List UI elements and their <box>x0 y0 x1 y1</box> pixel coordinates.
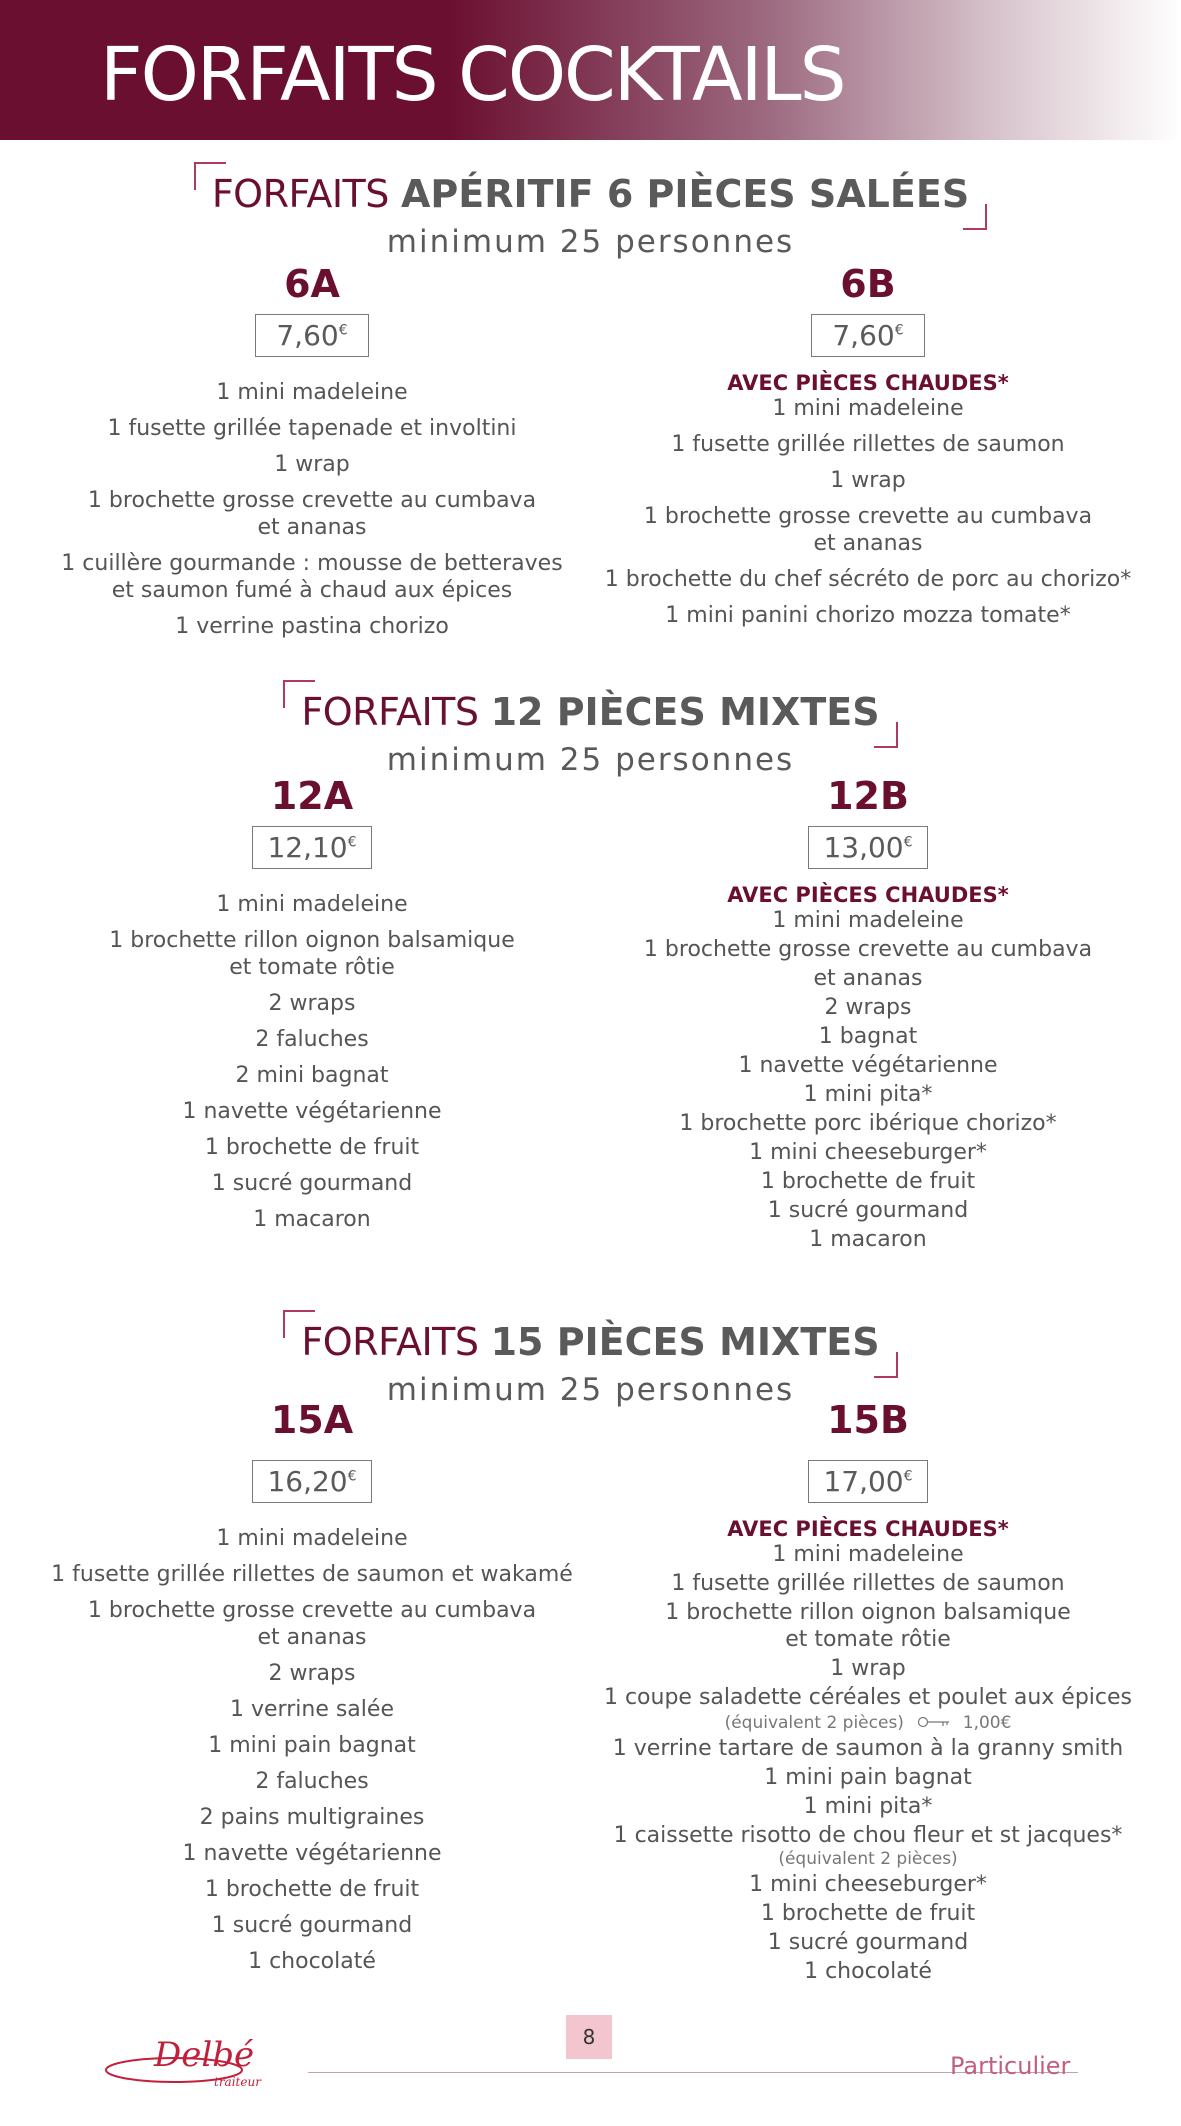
section-subtitle: minimum 25 personnes <box>386 742 795 778</box>
item-list <box>32 1525 592 1975</box>
price-box <box>808 826 927 869</box>
equivalence-note: (équivalent 2 pièces) <box>778 1849 958 1869</box>
currency: € <box>894 322 904 339</box>
currency: € <box>347 1468 357 1485</box>
section-12-header <box>0 686 1181 778</box>
item-list <box>588 907 1148 1253</box>
section-subtitle: minimum 25 personnes <box>386 224 795 260</box>
section-aperitif-header <box>0 168 1181 260</box>
list-item: 2 wraps <box>824 995 912 1020</box>
list-item: 1 fusette grillée rillettes de saumon <box>671 1571 1065 1596</box>
list-item: et ananas <box>257 1625 367 1650</box>
item-list <box>588 395 1148 629</box>
list-item: 1 brochette porc ibérique chorizo* <box>679 1111 1057 1136</box>
bracket-decoration <box>963 204 987 230</box>
list-item: 1 chocolaté <box>804 1959 932 1984</box>
list-item: 1 coupe saladette céréales et poulet aux épices <box>603 1685 1133 1710</box>
list-item: 1 mini pita* <box>803 1082 933 1107</box>
list-item: 1 brochette de fruit <box>760 1169 976 1194</box>
section-subtitle: minimum 25 personnes <box>386 1372 795 1408</box>
list-item: 1 brochette de fruit <box>760 1901 976 1926</box>
price-value: 7,60 <box>276 319 339 352</box>
list-item: 1 brochette grosse crevette au cumbava <box>87 1598 537 1623</box>
list-item: 2 faluches <box>255 1769 369 1794</box>
page-number: 8 <box>566 2015 612 2059</box>
list-item: 1 fusette grillée rillettes de saumon <box>671 432 1065 457</box>
section-title <box>194 168 987 220</box>
list-item: 1 brochette grosse crevette au cumbava <box>87 488 537 513</box>
list-item: 2 faluches <box>255 1027 369 1052</box>
bracket-decoration <box>874 722 898 748</box>
list-item: 1 sucré gourmand <box>211 1913 413 1938</box>
list-item: 1 fusette grillée rillettes de saumon et wakamé <box>51 1562 573 1587</box>
price-box <box>811 314 925 357</box>
list-item: 1 chocolaté <box>248 1949 376 1974</box>
price-box <box>252 826 371 869</box>
list-item: 1 verrine pastina chorizo <box>175 614 449 639</box>
price-value: 7,60 <box>832 319 895 352</box>
list-item: et tomate rôtie <box>229 955 395 980</box>
item-list <box>32 891 592 1233</box>
item-list <box>32 379 592 640</box>
package-code: 6A <box>284 262 340 306</box>
price-value: 12,10 <box>267 831 348 864</box>
logo-subtext: traiteur <box>214 2075 261 2089</box>
list-item: 1 mini panini chorizo mozza tomate* <box>665 603 1071 628</box>
hot-pieces-label: AVEC PIÈCES CHAUDES* <box>727 371 1009 395</box>
list-item: 1 sucré gourmand <box>767 1930 969 1955</box>
package-6a <box>32 262 592 649</box>
list-item: 2 wraps <box>268 1661 356 1686</box>
list-item: 1 brochette de fruit <box>204 1877 420 1902</box>
package-12a <box>32 774 592 1242</box>
list-item: 1 brochette grosse crevette au cumbava <box>643 937 1093 962</box>
list-item: et ananas <box>813 531 923 556</box>
list-item: 2 pains multigraines <box>199 1805 425 1830</box>
hot-pieces-label: AVEC PIÈCES CHAUDES* <box>727 1517 1009 1541</box>
header-banner <box>0 0 1181 140</box>
list-item: 1 verrine salée <box>230 1697 394 1722</box>
list-item: et tomate rôtie <box>785 1627 951 1652</box>
section-title <box>283 686 897 738</box>
list-item: 1 mini madeleine <box>216 1526 408 1551</box>
list-item: 1 fusette grillée tapenade et involtini <box>107 416 517 441</box>
list-item: 2 mini bagnat <box>235 1063 389 1088</box>
list-item: 1 mini cheeseburger* <box>749 1140 987 1165</box>
hot-pieces-label: AVEC PIÈCES CHAUDES* <box>727 883 1009 907</box>
list-item: et ananas <box>813 966 923 991</box>
list-item: 1 mini madeleine <box>772 1542 964 1567</box>
bracket-decoration <box>874 1352 898 1378</box>
section-title-bold: 12 PIÈCES MIXTES <box>490 690 880 734</box>
package-code: 6B <box>840 262 896 306</box>
key-icon <box>917 1713 951 1733</box>
package-code: 15B <box>827 1398 909 1442</box>
list-item: 1 sucré gourmand <box>211 1171 413 1196</box>
list-item: 1 mini pain bagnat <box>764 1765 972 1790</box>
currency: € <box>347 834 357 851</box>
list-item: 1 brochette rillon oignon balsamique <box>109 928 515 953</box>
section-title-bold: APÉRITIF 6 PIÈCES SALÉES <box>400 172 970 216</box>
section-title-light: FORFAITS <box>301 690 479 734</box>
section-title-light: FORFAITS <box>211 172 389 216</box>
package-code: 12A <box>270 774 354 818</box>
brand-logo <box>104 2028 314 2092</box>
list-item: 1 mini madeleine <box>216 892 408 917</box>
option-price: 1,00€ <box>962 1713 1012 1733</box>
currency: € <box>903 1468 913 1485</box>
section-title-light: FORFAITS <box>301 1320 479 1364</box>
list-item: 1 navette végétarienne <box>182 1841 442 1866</box>
note-text: (équivalent 2 pièces) <box>724 1713 904 1733</box>
list-item: 1 navette végétarienne <box>182 1099 442 1124</box>
list-item: 1 macaron <box>253 1207 371 1232</box>
package-code: 15A <box>270 1398 354 1442</box>
list-item: 1 mini pain bagnat <box>208 1733 416 1758</box>
list-item: 1 navette végétarienne <box>738 1053 998 1078</box>
list-item: 1 sucré gourmand <box>767 1198 969 1223</box>
price-value: 17,00 <box>823 1465 904 1498</box>
list-item: 1 macaron <box>809 1227 927 1252</box>
page-title: FORFAITS COCKTAILS <box>100 32 845 118</box>
list-item: 1 caissette risotto de chou fleur et st jacques* <box>613 1823 1123 1848</box>
list-item: 1 mini cheeseburger* <box>749 1872 987 1897</box>
bracket-decoration <box>194 162 226 190</box>
list-item: 1 bagnat <box>818 1024 918 1049</box>
section-15-header <box>0 1316 1181 1408</box>
logo-text: Delbé <box>154 2035 255 2075</box>
package-6b <box>588 262 1148 638</box>
list-item: et ananas <box>257 515 367 540</box>
price-value: 13,00 <box>823 831 904 864</box>
price-box <box>808 1460 927 1503</box>
package-15b <box>588 1398 1148 1987</box>
list-item: 1 mini madeleine <box>772 396 964 421</box>
currency: € <box>338 322 348 339</box>
list-item: 1 mini madeleine <box>216 380 408 405</box>
list-item: 1 cuillère gourmande : mousse de betteraves <box>61 551 563 576</box>
list-item: 1 verrine tartare de saumon à la granny smith <box>612 1736 1124 1761</box>
price-value: 16,20 <box>267 1465 348 1498</box>
list-item: 1 mini madeleine <box>772 908 964 933</box>
list-item: 1 brochette de fruit <box>204 1135 420 1160</box>
list-item: 1 wrap <box>274 452 350 477</box>
list-item: 2 wraps <box>268 991 356 1016</box>
item-list <box>588 1541 1148 1985</box>
list-item: 1 wrap <box>830 468 906 493</box>
list-item: 1 mini pita* <box>803 1794 933 1819</box>
list-item: 1 brochette grosse crevette au cumbava <box>643 504 1093 529</box>
list-item: 1 wrap <box>830 1656 906 1681</box>
bracket-decoration <box>283 680 315 708</box>
bracket-decoration <box>283 1310 315 1338</box>
currency: € <box>903 834 913 851</box>
list-item: et saumon fumé à chaud aux épices <box>111 578 513 603</box>
package-code: 12B <box>827 774 909 818</box>
list-item: 1 brochette du chef sécréto de porc au chorizo* <box>604 567 1132 592</box>
equivalence-note <box>588 1713 1148 1733</box>
list-item: 1 brochette rillon oignon balsamique <box>665 1600 1071 1625</box>
category-label: Particulier <box>950 2052 1071 2080</box>
price-box <box>252 1460 371 1503</box>
price-box <box>255 314 369 357</box>
section-title <box>283 1316 897 1368</box>
package-12b <box>588 774 1148 1255</box>
section-title-bold: 15 PIÈCES MIXTES <box>490 1320 880 1364</box>
package-15a <box>32 1398 592 1984</box>
